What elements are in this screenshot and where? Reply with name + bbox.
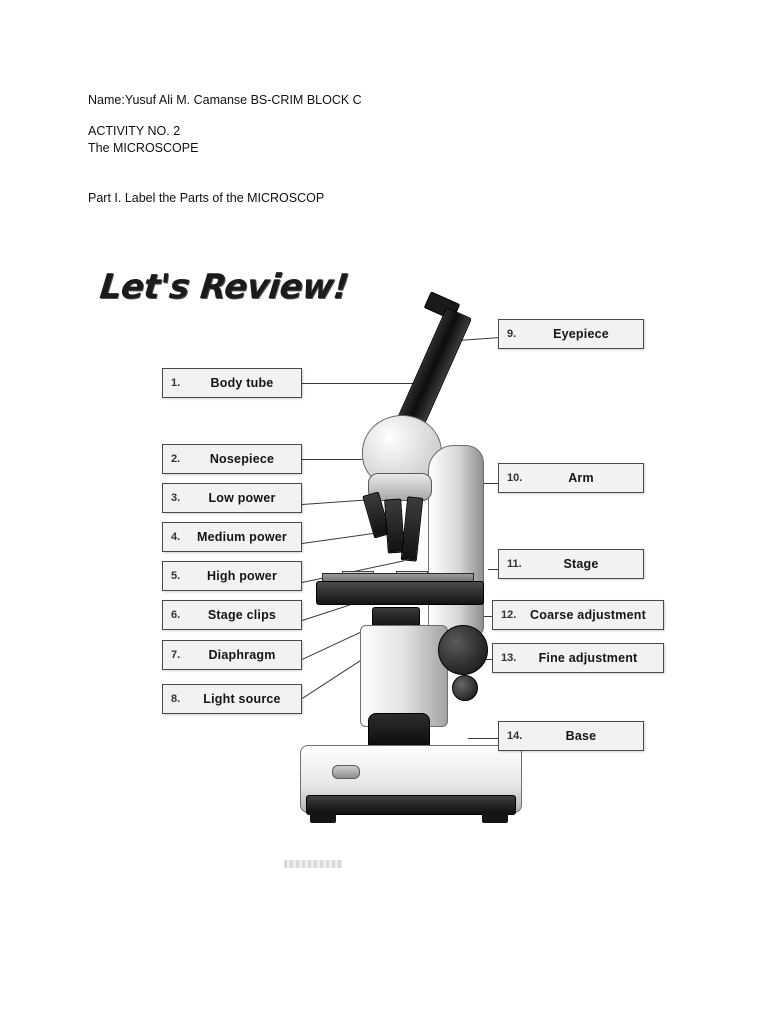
callout-coarse-adjustment[interactable] — [492, 600, 664, 630]
callout-label-2: Nosepiece — [209, 452, 275, 466]
base-switch-shape — [332, 765, 360, 779]
callout-number-12: 12. — [501, 609, 517, 621]
fine-adjustment-knob-shape — [452, 675, 478, 701]
body-column-shape — [360, 625, 448, 727]
callout-number-14: 14. — [507, 730, 523, 742]
callout-number-7: 7. — [171, 649, 181, 661]
callout-number-9: 9. — [507, 328, 517, 340]
callout-label-13: Fine adjustment — [538, 651, 638, 665]
callout-label-11: Stage — [563, 557, 599, 571]
callout-label-10: Arm — [568, 471, 594, 485]
callout-high-power[interactable] — [162, 561, 302, 591]
callout-eyepiece[interactable] — [498, 319, 644, 349]
callout-number-8: 8. — [171, 693, 181, 705]
callout-number-4: 4. — [171, 531, 181, 543]
callout-label-1: Body tube — [210, 376, 274, 390]
instruction-line: Part I. Label the Parts of the MICROSCOP — [88, 191, 325, 205]
callout-number-13: 13. — [501, 652, 517, 664]
callout-number-11: 11. — [507, 558, 522, 570]
callout-number-2: 2. — [171, 453, 181, 465]
microscope-diagram — [96, 255, 676, 845]
base-foot-left-shape — [310, 811, 336, 823]
callout-number-3: 3. — [171, 492, 181, 504]
callout-base[interactable] — [498, 721, 644, 751]
microscope-illustration — [276, 295, 536, 815]
callout-number-1: 1. — [171, 377, 181, 389]
light-source-shape — [368, 713, 430, 749]
objective-high-power-shape — [401, 496, 424, 561]
callout-stage[interactable] — [498, 549, 644, 579]
callout-label-12: Coarse adjustment — [530, 608, 646, 622]
microscope-arm-shape — [428, 445, 484, 637]
callout-label-9: Eyepiece — [553, 327, 609, 341]
callout-label-5: High power — [206, 569, 278, 583]
callout-label-14: Base — [565, 729, 597, 743]
callout-diaphragm[interactable] — [162, 640, 302, 670]
activity-number-line: ACTIVITY NO. 2 — [88, 124, 181, 138]
document-title-line: The MICROSCOPE — [88, 141, 199, 155]
callout-label-6: Stage clips — [207, 608, 277, 622]
page-smudge-mark — [284, 860, 342, 868]
student-name-line: Name:Yusuf Ali M. Camanse BS-CRIM BLOCK C — [88, 93, 362, 107]
coarse-adjustment-knob-shape — [438, 625, 488, 675]
callout-fine-adjustment[interactable] — [492, 643, 664, 673]
callout-light-source[interactable] — [162, 684, 302, 714]
callout-stage-clips[interactable] — [162, 600, 302, 630]
callout-nosepiece[interactable] — [162, 444, 302, 474]
callout-number-10: 10. — [507, 472, 523, 484]
callout-number-5: 5. — [171, 570, 181, 582]
callout-low-power[interactable] — [162, 483, 302, 513]
callout-label-4: Medium power — [197, 530, 287, 544]
callout-label-3: Low power — [208, 491, 276, 505]
lets-review-heading: Let's Review! — [97, 267, 351, 307]
callout-medium-power[interactable] — [162, 522, 302, 552]
base-foot-right-shape — [482, 811, 508, 823]
callout-number-6: 6. — [171, 609, 181, 621]
callout-label-8: Light source — [203, 692, 281, 706]
callout-label-7: Diaphragm — [208, 648, 276, 662]
stage-shape — [316, 581, 484, 605]
callout-arm[interactable] — [498, 463, 644, 493]
callout-body-tube[interactable] — [162, 368, 302, 398]
